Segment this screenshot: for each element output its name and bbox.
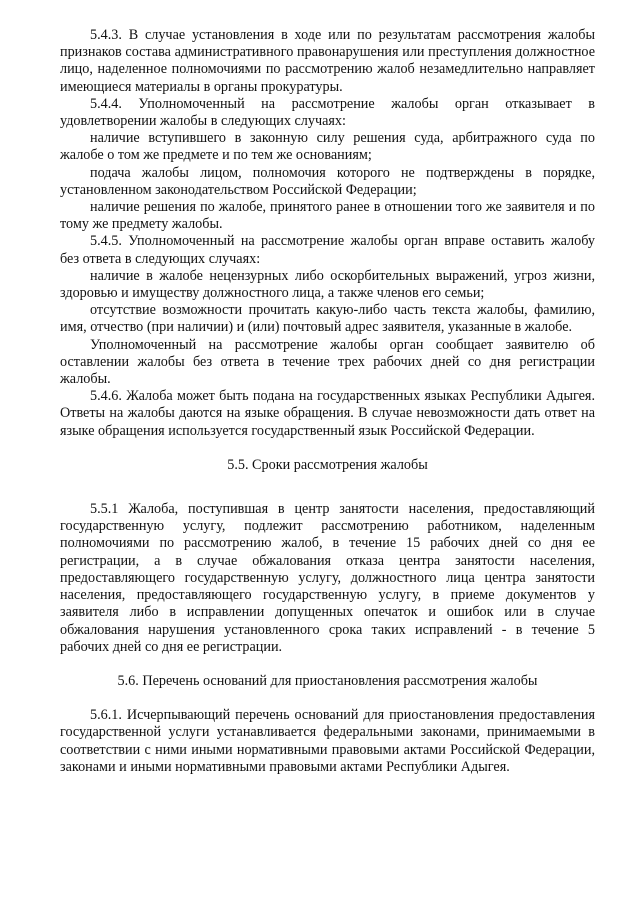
list-item-unreadable-text: отсутствие возможности прочитать какую-либо часть текста жалобы, фамилию, имя, отчество (при наличии) и (или) почтовый адрес заявителя, указанные в жалобе.	[60, 302, 595, 336]
spacer	[60, 491, 595, 501]
document-page	[60, 27, 595, 776]
spacer	[60, 690, 595, 707]
section-heading-5-6: 5.6. Перечень оснований для приостановления рассмотрения жалобы	[117, 672, 538, 689]
section-heading-5-5: 5.5. Сроки рассмотрения жалобы	[227, 456, 428, 473]
list-item-court-decision: наличие вступившего в законную силу решения суда, арбитражного суда по жалобе о том же предмете и по тем же основаниям;	[60, 130, 595, 164]
list-item-obscene-language: наличие в жалобе нецензурных либо оскорбительных выражений, угроз жизни, здоровью и имуществу должностного лица, а также членов его семьи;	[60, 267, 595, 302]
paragraph-5-4-6: 5.4.6. Жалоба может быть подана на государственных языках Республики Адыгея. Ответы на жалобы даются на языке обращения. В случае невозможности дать ответ на языке обращения используется государственный язык Российской Федерации.	[60, 388, 595, 439]
paragraph-notification: Уполномоченный на рассмотрение жалобы орган сообщает заявителю об оставлении жалобы без ответа в течение трех рабочих дней со дня регистрации жалобы.	[60, 336, 595, 388]
list-item-unauthorized-person: подача жалобы лицом, полномочия которого не подтверждены в порядке, установленном законодательством Российской Федерации;	[60, 164, 595, 198]
spacer	[60, 474, 595, 491]
paragraph-5-6-1: 5.6.1. Исчерпывающий перечень оснований для приостановления предоставления государственной услуги устанавливается федеральными законами, принимаемыми в соответствии с ними иными нормативными правовыми актами Российской Федерации, законами и иными нормативными правовыми актами Республики Адыгея.	[60, 707, 595, 775]
spacer	[60, 440, 595, 457]
paragraph-5-5-1: 5.5.1 Жалоба, поступившая в центр занятости населения, предоставляющий государственную услугу, подлежит рассмотрению работником, наделенным полномочиями по рассмотрению жалоб, в течение 15 рабочих дней со дня ее регистрации, а в случае обжалования отказа центра занятости населения, предоставляющего государственную услугу, должностного лица центра занятости населения, предоставляющего государственную услугу, в приеме документов у заявителя либо в исправлении допущенных опечаток и ошибок или в случае обжалования нарушения установленного срока таких исправлений - в течение 5 рабочих дней со дня ее регистрации.	[60, 501, 595, 655]
paragraph-5-4-3: 5.4.3. В случае установления в ходе или по результатам рассмотрения жалобы признаков состава административного правонарушения или преступления должностное лицо, наделенное полномочиями по рассмотрению жалоб незамедлительно направляет имеющиеся материалы в органы прокуратуры.	[60, 27, 595, 95]
list-item-prior-decision: наличие решения по жалобе, принятого ранее в отношении того же заявителя и по тому же предмету жалобы.	[60, 199, 595, 233]
spacer	[60, 656, 595, 673]
paragraph-5-4-4: 5.4.4. Уполномоченный на рассмотрение жалобы орган отказывает в удовлетворении жалобы в следующих случаях:	[60, 95, 595, 130]
paragraph-5-4-5: 5.4.5. Уполномоченный на рассмотрение жалобы орган вправе оставить жалобу без ответа в следующих случаях:	[60, 233, 595, 267]
